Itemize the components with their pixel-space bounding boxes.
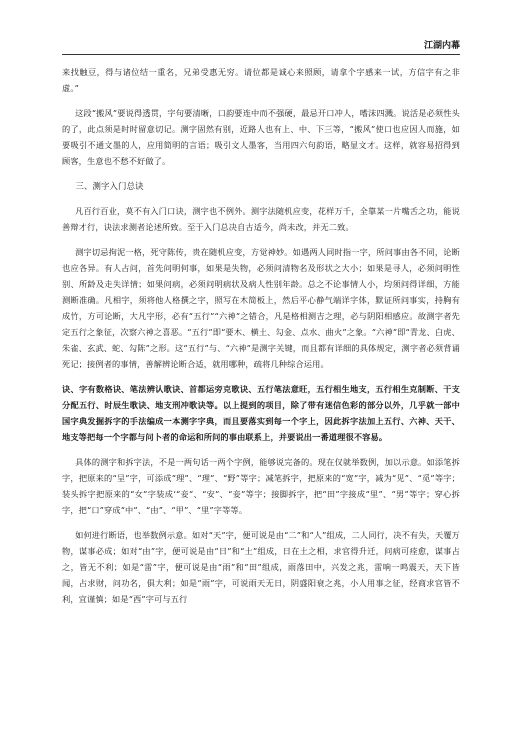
section-heading: 三、测字入门总诀 [75, 181, 144, 191]
paragraph-examples: 具体的测字和拆字法，不是一两句话一两个字例，能够说完备的。现在仅就举数例，加以示意。如添笔拆字，把原来的“呈”字，可添成“理”、“理”、“野”等字；减笔拆字，把原来的“宽”字，减为“见”、“觅”等字；装头拆字把原来的“女”字装成‘“妾”、“安”、“妾”等字；接脚拆字，把“田”字接成“里”、“男”等字；穿心拆字，把“口”穿成“中”、“由”、“甲”、“里”字等等。 [62, 457, 460, 515]
paragraph-continuation: 来找触豆，得与诸位结一重名，兄弟受惠无穷。请位都是诚心来照顾，请拿个字感来一试，方信字有之非虚。” [62, 67, 460, 93]
paragraph-judgement: 如何进行断语，也举数例示意。如对“天”字，便可说是由“二”和“人”组成，二人同行，决不有失，天覆万物，谋事必成；如对“由”字，便可说是由“日”和“土”组成，日在土之相，求官得升迁，问病可痊愈，谋事占之，皆无不利；如是“雷”字，便可说是由“雨”和“田”组成，雨落田中，兴发之兆，雷响一鸣震天，天下皆闻，占求财，问功名，俱大利；如是“雨”字，可说雨天无日，阴盛阳衰之兆，小人用事之征，经商求官皆不利，宜谨慎；如是“西”字可与五行 [62, 530, 460, 604]
paragraph-banfeng: 这段“搬风”要说得透贯，字句要清晰，口韵要连中而不强硬，最忌开口冲人，嗜沫四溅。说活是必须性头的了，此点须是时时留意切记。测字固然有别，近路人也有上、中、下三等，“搬风”使口也应因人而施，如要吸引不通文墨的人，应用简明的言语；吸引文人墨客，当用四六句韵语，略显文才。这样，就容易招得到顾客，生意也不愁不好做了。 [62, 108, 460, 166]
paragraph-intro-rules: 凡百行百业，莫不有入门口诀，测字也不例外。测字法随机应变，花样万千，全靠某一片嘴舌之功，能说善辩才行，诀法求测者论述所致。至于入门总决自古适今，尚未改，并无二致。 [62, 206, 460, 232]
running-header: 江湖内幕 [62, 38, 460, 55]
paragraph-formulas: 诀、字有数格诀、笔法辨认歌诀、首都运旁克歌诀、五行笔法意旺，五行相生地支，五行相生克制断、干支分配五行、时辰生歌诀、地支刑冲歌诀等。以上提到的项目，除了带有迷信色彩的部分以外，几乎就一部中国字典发掘拆字的手法编成一本测字字典，而且要落实到每一个字上，因此拆字法加上五行、六神、天干、地支等把每一个字都与问卜者的命运和所问的事由联系上，并要说出一番道理很不容易。 [62, 384, 460, 442]
body-text [62, 64, 460, 616]
paragraph-method: 测字切忌拘泥一格，死守陈传，贵在随机应变，方觉神妙。如遇两人同时指一字，所问事由各不同，论断也应各异。有人占问，首先问明何事，如果是失物，必须问清物名及形状之大小；如果是寻人，必须问明性别、所龄及走失详情；如果问病，必须问明病状及病人性别年龄。总之不论事情人小，均须问得详细，方能测断准确。凡相字，须将他人格撰之字，照写在木简板上，然后平心静气端详字体，默证所问事实，持胸有成竹，方可论断，大凡字形，必有“五行”“六神”之错合，凡是格相测吉之理，必与阴阳相感应。故测字者先定五行之象征，次察六神之喜恶。“五行”即“要木、横土、勾金、点水、曲火”之象。“六神”即“青龙、白虎、朱雀、玄武、蛇、勾陈”之形。这“五行”与、“六神”是测字关键，而且都有详细的具体规定，测字者必须背诵死记；接例者的事情，善解辨论断合适，就用哪种，疏将几种综合运用。 [62, 247, 460, 369]
